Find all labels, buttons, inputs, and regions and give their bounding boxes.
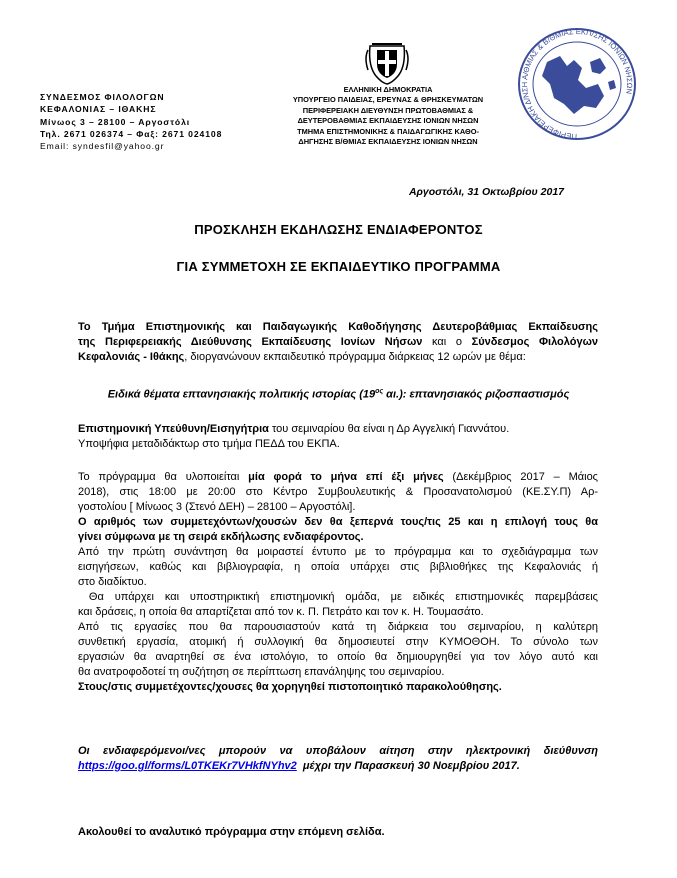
program-address: γοστολίου [ Μίνωος 3 (Στενό ΔΕΗ) – 28100 – Αργοστόλι]. [78,501,356,513]
intro-association: Σύνδεσμος Φιλολόγων [471,336,599,348]
seminar-topic [0,388,677,401]
intro-line-1: Το Τμήμα Επιστημονικής και Παιδαγωγικής Καθοδήγησης Δευτεροβάθμιας Εκπαίδευσης [78,321,598,333]
regional-directorate-seal-icon [512,22,642,142]
association-email: Email: syndesfil@yahoo.gr [40,141,165,152]
association-phone: Τηλ. 2671 026374 – Φαξ: 2671 024108 [40,128,223,139]
program-period: (Δεκέμβριος 2017 – Μάιος [443,471,598,483]
program-time-venue: 2018), στις 18:00 με 20:00 στο Κέντρο Συμβουλευτικής & Προσανατολισμού (ΚΕ.ΣΥ.Π) Αρ- [78,486,598,498]
responsible-label: Επιστημονική Υπεύθυνη/Εισηγήτρια [78,423,269,435]
association-address: Μίνωος 3 – 28100 – Αργοστόλι [40,116,191,127]
application-form-link[interactable]: https://goo.gl/forms/L0TKEKr7VHkfNYhv2 [78,760,297,772]
application-line-1: Οι ενδιαφερόμενοι/νες μπορούν να υποβάλουν αίτηση στην ηλεκτρονική διεύθυνση [78,745,598,757]
ministry-line-2: ΥΠΟΥΡΓΕΙΟ ΠΑΙΔΕΙΑΣ, ΕΡΕΥΝΑΣ & ΘΡΗΣΚΕΥΜΑΤΩΝ [292,95,484,105]
responsible-section [78,422,598,452]
support-team-line-2: και δράσεις, η οποία θα απαρτίζεται από τον κ. Π. Πετράτο και τον κ. Η. Τουμασάτο. [78,606,484,618]
materials-line-2: εισηγήσεων, καθώς και βιβλιογραφία, η οποία υπάρχει στις βιβλιοθήκες της Κεφαλονιάς ή [78,561,598,573]
intro-paragraph [78,320,598,365]
association-header [40,91,222,152]
materials-line-3: στο διαδίκτυο. [78,576,147,588]
ministry-header [288,85,488,147]
page-subtitle: ΓΙΑ ΣΥΜΜΕΤΟΧΗ ΣΕ ΕΚΠΑΙΔΕΥΤΙΚΟ ΠΡΟΓΡΑΜΜΑ [176,259,501,274]
ministry-line-3: ΠΕΡΙΦΕΡΕΙΑΚΗ ΔΙΕΥΘΥΝΣΗ ΠΡΩΤΟΒΑΘΜΙΑΣ & [302,105,474,115]
responsible-name: του σεμιναρίου θα είναι η Δρ Αγγελική Γιαννάτου. [268,423,510,435]
seal-ring-text: ΠΕΡΙΦΕΡΕΙΑΚΗ Δ/ΝΣΗ Α/ΘΜΙΑΣ & Β/ΘΜΙΑΣ ΕΚΠ/ΣΗΣ ΙΟΝΙΩΝ ΝΗΣΩΝ [520,26,635,142]
intro-program-description: , διοργανώνουν εκπαιδευτικό πρόγραμμα διάρκειας 12 ωρών με θέμα: [184,351,526,363]
page-title: ΠΡΟΣΚΛΗΣΗ ΕΚΔΗΛΩΣΗΣ ΕΝΔΙΑΦΕΡΟΝΤΟΣ [194,222,483,237]
footer-note [78,825,598,840]
ministry-line-1: ΕΛΛΗΝΙΚΗ ΔΗΜΟΚΡΑΤΙΑ [343,85,433,94]
application-section [78,744,598,774]
application-deadline: μέχρι την Παρασκευή 30 Νοεμβρίου 2017. [296,760,520,772]
ministry-line-5: ΤΜΗΜΑ ΕΠΙΣΤΗΜΟΝΙΚΗΣ & ΠΑΙΔΑΓΩΓΙΚΗΣ ΚΑΘΟ- [297,126,479,136]
program-frequency: μία φορά το μήνα επί έξι μήνες [248,471,444,483]
topic-superscript: ος [375,388,384,395]
association-region: ΚΕΦΑΛΟΝΙΑΣ – ΙΘΑΚΗΣ [40,104,157,115]
materials-line-1: Από την πρώτη συνάντηση θα μοιραστεί έντυπο με το πρόγραμμα και το σχεδιάγραμμα των [78,546,598,558]
responsible-credentials: Υποψήφια μεταδιδάκτωρ στο τμήμα ΠΕΔΔ του ΕΚΠΑ. [78,438,340,450]
program-intro: Το πρόγραμμα θα υλοποιείται [78,471,249,483]
association-name: ΣΥΝΔΕΣΜΟΣ ΦΙΛΟΛΟΓΩΝ [40,92,165,102]
papers-line-3: εργασιών θα αναρτηθεί σε ένα ιστολόγιο, το οποίο θα δημιουργηθεί για τον λόγο αυτό και [78,651,598,663]
support-team-line-1: Θα υπάρχει και υποστηρικτική επιστημονική ομάδα, με ειδικές επιστημονικές παρεμβάσεις [78,591,598,603]
document-date: Αργοστόλι, 31 Οκτωβρίου 2017 [408,186,564,198]
participants-selection: γίνει σύμφωνα με τη σειρά εκδήλωσης ενδιαφέροντος. [78,531,364,543]
intro-region-name: Κεφαλονιάς - Ιθάκης [78,351,185,363]
papers-line-1: Από τις εργασίες που θα παρουσιαστούν κατά τη διάρκεια του σεμιναρίου, η καλύτερη [78,621,598,633]
topic-text-post: αι.): επτανησιακός ριζοσπαστισμός [383,388,570,401]
participants-limit: Ο αριθμός των συμμετεχόντων/χουσών δεν θα ξεπερνά τους/τις 25 και η επιλογή τους θα [78,516,598,528]
ministry-line-6: ΔΗΓΗΣΗΣ Β/ΘΜΙΑΣ ΕΚΠΑΙΔΕΥΣΗΣ ΙΟΝΙΩΝ ΝΗΣΩΝ [298,137,478,147]
topic-text-pre: Ειδικά θέματα επτανησιακής πολιτικής ιστορίας (19 [107,388,376,401]
papers-line-4: θα ανατροφοδοτεί τη συζήτηση σε περίπτωση επανάληψης του σεμιναρίου. [78,666,445,678]
greek-crest-icon [362,36,412,86]
intro-conjunction: και ο [422,336,472,348]
footer-text: Ακολουθεί το αναλυτικό πρόγραμμα στην επόμενη σελίδα. [78,826,385,838]
papers-line-2: συνθετική εργασία, ατομική ή συλλογική θα δημοσιευτεί στην ΚΥΜΟΘΟΗ. Το σύνολο των [78,636,598,648]
certificate-notice: Στους/στις συμμετέχοντες/χουσες θα χορηγηθεί πιστοποιητικό παρακολούθησης. [78,681,502,693]
program-details [78,470,598,695]
intro-regional-directorate: της Περιφερειακής Διεύθυνσης Εκπαίδευσης Ιονίων Νήσων [78,336,423,348]
ministry-line-4: ΔΕΥΤΕΡΟΒΑΘΜΙΑΣ ΕΚΠΑΙΔΕΥΣΗΣ ΙΟΝΙΩΝ ΝΗΣΩΝ [297,116,479,126]
